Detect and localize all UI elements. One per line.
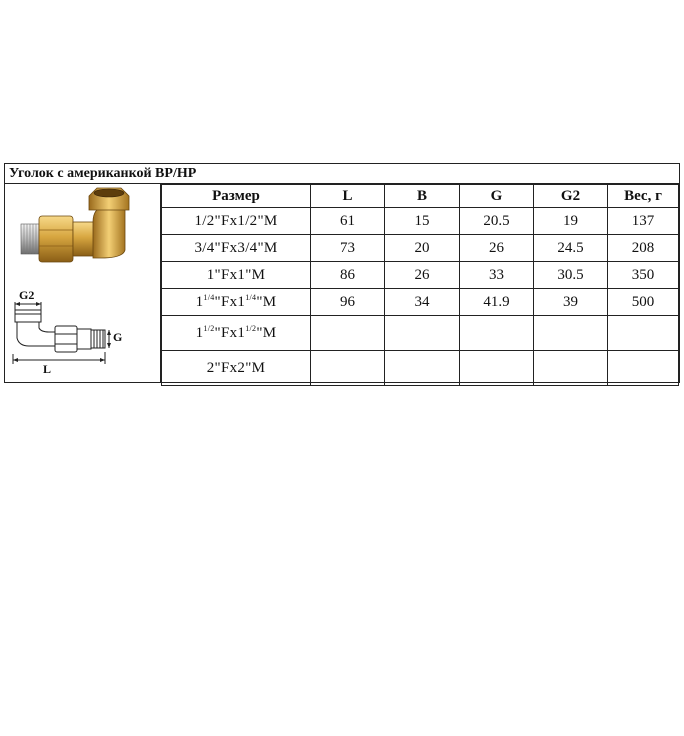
cell-g: 41.9: [460, 289, 534, 316]
cell-l: 96: [311, 289, 385, 316]
table-row: [162, 235, 679, 262]
table-row: [162, 316, 679, 351]
cell-b: 20: [385, 235, 460, 262]
cell-weight: 500: [608, 289, 679, 316]
cell-weight: [608, 316, 679, 351]
table-row: [162, 289, 679, 316]
cell-weight: [608, 351, 679, 386]
cell-l: [311, 351, 385, 386]
col-header-size: Размер: [162, 185, 311, 208]
cell-size: 1/2"Fx1/2"M: [162, 208, 311, 235]
cell-b: 34: [385, 289, 460, 316]
col-header-g: G: [460, 185, 534, 208]
table-header-row: [162, 185, 679, 208]
cell-b: [385, 351, 460, 386]
cell-g2: 19: [534, 208, 608, 235]
table-row: [162, 351, 679, 386]
cell-b: [385, 316, 460, 351]
cell-l: 61: [311, 208, 385, 235]
product-picture: [5, 184, 161, 382]
table-row: [162, 262, 679, 289]
cell-g: 26: [460, 235, 534, 262]
cell-g2: 39: [534, 289, 608, 316]
cell-size: 3/4"Fx3/4"M: [162, 235, 311, 262]
cell-weight: 208: [608, 235, 679, 262]
fitting-photo: [5, 184, 161, 284]
cell-size: $1^{1/2}"Fx1^{1/2}"M$: [162, 316, 311, 351]
product-title: Уголок с американкой ВР/НР: [5, 164, 679, 184]
cell-g2: 30.5: [534, 262, 608, 289]
cell-b: 26: [385, 262, 460, 289]
cell-g2: [534, 351, 608, 386]
cell-size: $1^{1/4}"Fx1^{1/4}"M$: [162, 289, 311, 316]
cell-g: [460, 351, 534, 386]
cell-g2: 24.5: [534, 235, 608, 262]
col-header-l: L: [311, 185, 385, 208]
cell-g2: [534, 316, 608, 351]
cell-weight: 350: [608, 262, 679, 289]
cell-g: 33: [460, 262, 534, 289]
col-header-g2: G2: [534, 185, 608, 208]
dim-label-g2: G2: [19, 288, 35, 302]
cell-weight: 137: [608, 208, 679, 235]
cell-b: 15: [385, 208, 460, 235]
col-header-weight: Вес, г: [608, 185, 679, 208]
spec-sheet: [4, 163, 680, 383]
cell-size: 1"Fx1"M: [162, 262, 311, 289]
table-row: [162, 208, 679, 235]
cell-g: 20.5: [460, 208, 534, 235]
dim-label-g: G: [113, 330, 123, 344]
cell-l: 73: [311, 235, 385, 262]
col-header-b: B: [385, 185, 460, 208]
cell-l: 86: [311, 262, 385, 289]
cell-g: [460, 316, 534, 351]
spec-table: [161, 184, 679, 386]
cell-size: 2"Fx2"M: [162, 351, 311, 386]
cell-l: [311, 316, 385, 351]
dim-label-l: L: [43, 362, 52, 376]
